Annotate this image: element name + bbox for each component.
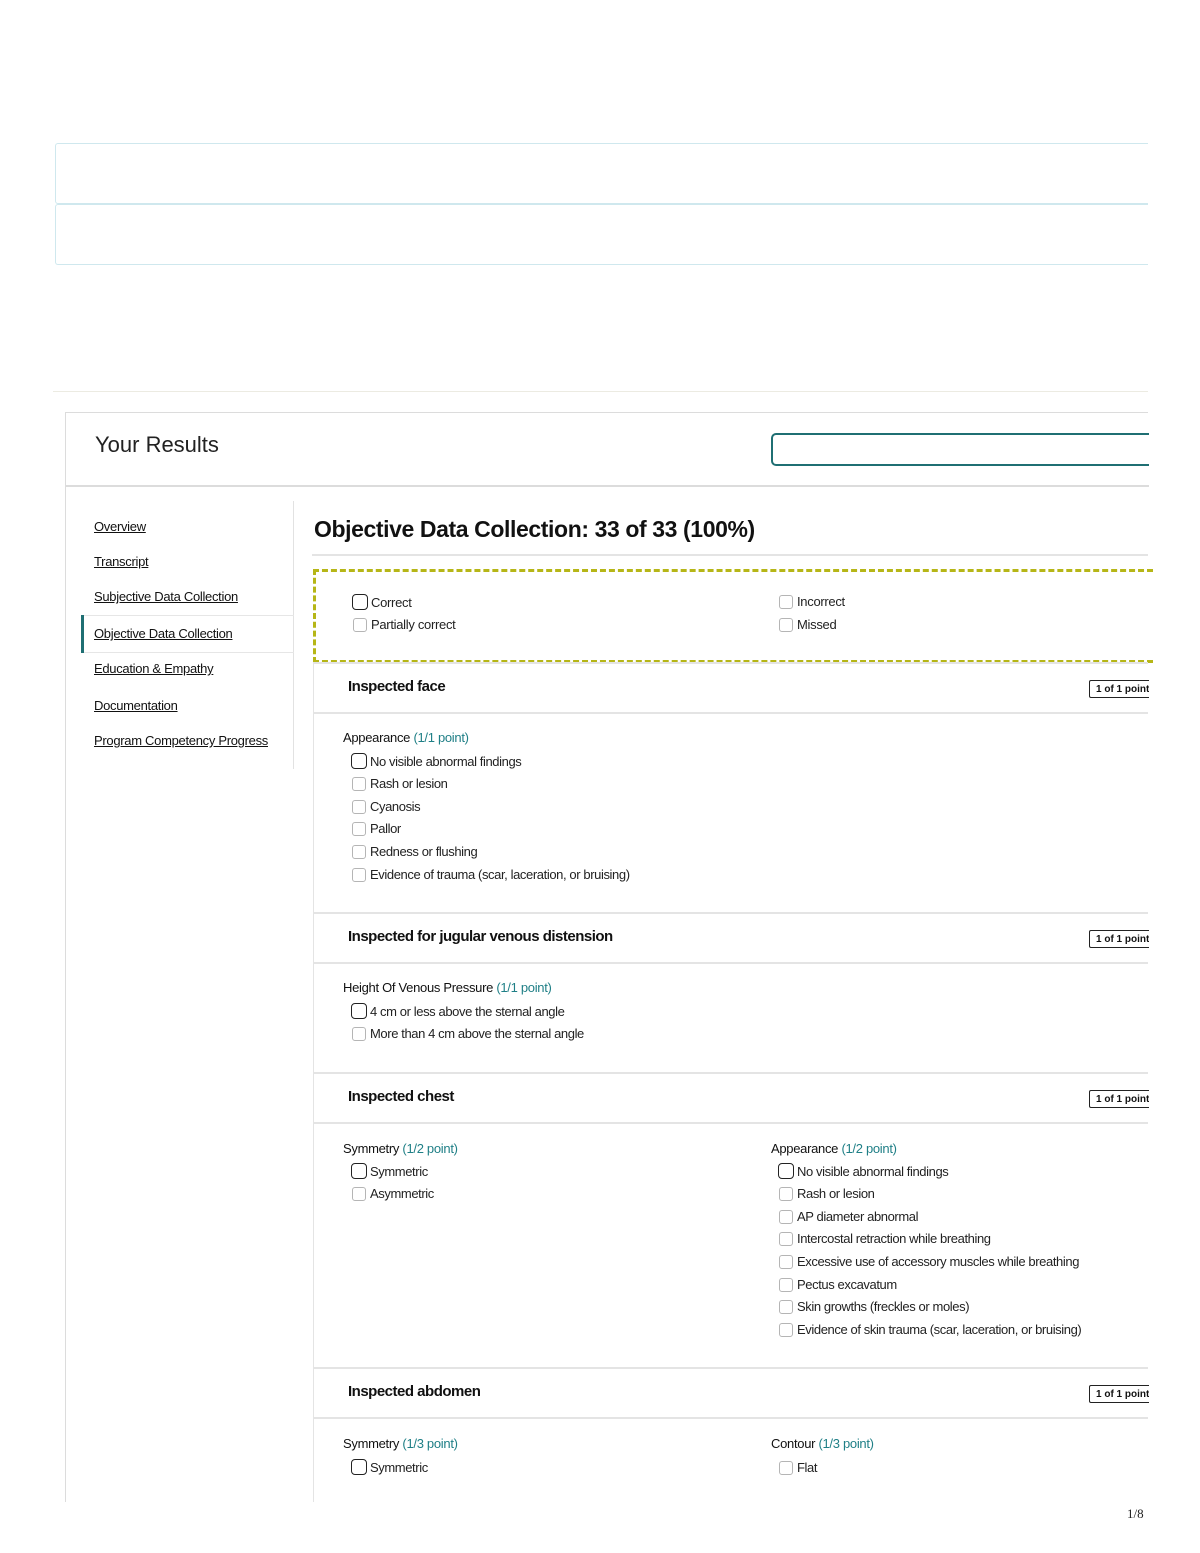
option: [779, 1299, 969, 1314]
option-label: AP diameter abnormal: [797, 1209, 919, 1224]
option-label: Intercostal retraction while breathing: [797, 1231, 991, 1246]
checkbox-empty-icon: [779, 1255, 793, 1269]
group-label-height-venous-pressure: [343, 980, 552, 995]
legend-incorrect-label: Incorrect: [797, 594, 845, 609]
group-points: (1/1 point): [413, 730, 469, 745]
group-label-symmetry: [343, 1141, 458, 1156]
group-points: (1/3 point): [818, 1436, 874, 1451]
group-label-text: Symmetry: [343, 1141, 400, 1156]
checkbox-checked-icon: [351, 753, 367, 769]
group-label-appearance: [343, 730, 469, 745]
option-label: Rash or lesion: [797, 1186, 875, 1201]
nav-item-subjective-data-collection[interactable]: Subjective Data Collection: [94, 589, 238, 604]
section-body-border: [313, 1124, 314, 1368]
option-label: Evidence of skin trauma (scar, laceration, or bruising): [797, 1322, 1082, 1337]
checkbox-empty-icon: [779, 1323, 793, 1337]
section-body-border: [313, 1419, 314, 1502]
option-label: Excessive use of accessory muscles while breathing: [797, 1254, 1080, 1269]
option-label: Symmetric: [370, 1459, 428, 1475]
legend-missed-label: Missed: [797, 617, 837, 632]
group-label-text: Appearance: [343, 730, 411, 745]
option-label: Asymmetric: [370, 1186, 434, 1201]
option: [351, 1163, 428, 1179]
nav-item-education-empathy[interactable]: Education & Empathy: [94, 661, 214, 676]
checkbox-empty-icon: [352, 777, 366, 791]
search-input[interactable]: [771, 433, 1149, 466]
option: [351, 1459, 428, 1475]
checkbox-empty-icon: [352, 800, 366, 814]
option-label: 4 cm or less above the sternal angle: [370, 1003, 565, 1019]
checkbox-empty-icon: [779, 1461, 793, 1475]
checkbox-checked-icon: [351, 1459, 367, 1475]
option: [352, 1186, 434, 1201]
legend-missed: [779, 617, 836, 632]
option-label: Redness or flushing: [370, 844, 478, 859]
checkbox-empty-icon: [352, 1187, 366, 1201]
option-label: Evidence of trauma (scar, laceration, or bruising): [370, 867, 630, 882]
option: [779, 1209, 918, 1224]
option-label: Rash or lesion: [370, 776, 448, 791]
section-title: Inspected for jugular venous distension: [348, 928, 613, 945]
option: [779, 1460, 817, 1475]
checkbox-empty-icon: [779, 1278, 793, 1292]
checkbox-empty-icon: [353, 618, 367, 632]
section-header-abdomen[interactable]: [313, 1367, 1148, 1419]
section-title: Inspected face: [348, 678, 446, 695]
points-badge: 1 of 1 point: [1089, 680, 1149, 698]
option: [779, 1277, 897, 1292]
checkbox-empty-icon: [779, 1187, 793, 1201]
option: [779, 1254, 1079, 1269]
option: [352, 821, 401, 836]
legend: [313, 569, 1153, 663]
points-badge: 1 of 1 point: [1089, 1385, 1149, 1403]
checkbox-checked-icon: [351, 1003, 367, 1019]
option: [779, 1231, 991, 1246]
group-points: (1/3 point): [402, 1436, 458, 1451]
checkbox-empty-icon: [779, 595, 793, 609]
checkbox-empty-icon: [352, 845, 366, 859]
nav-item-transcript[interactable]: Transcript: [94, 554, 149, 569]
sidebar-nav: [66, 501, 294, 769]
option-label: Flat: [797, 1460, 818, 1475]
group-label-contour: [771, 1436, 874, 1451]
group-label-text: Symmetry: [343, 1436, 400, 1451]
section-body-border: [313, 714, 314, 912]
section-header-face[interactable]: [313, 662, 1148, 714]
legend-partial: [353, 617, 455, 632]
section-body-border: [313, 964, 314, 1072]
title-divider: [312, 554, 1148, 556]
checkbox-empty-icon: [779, 1210, 793, 1224]
checkbox-checked-icon: [351, 1163, 367, 1179]
section-title: Inspected chest: [348, 1088, 454, 1105]
points-badge: 1 of 1 point: [1089, 1090, 1149, 1108]
group-points: (1/2 point): [841, 1141, 897, 1156]
nav-active-indicator: [81, 615, 84, 653]
group-label-text: Contour: [771, 1436, 816, 1451]
option-label: Cyanosis: [370, 799, 421, 814]
results-title: Your Results: [95, 432, 219, 457]
option-label: No visible abnormal findings: [370, 753, 522, 769]
option: [779, 1322, 1081, 1337]
checkbox-checked-icon: [352, 594, 368, 610]
results-header: [66, 413, 1149, 487]
option: [352, 799, 420, 814]
nav-item-documentation[interactable]: Documentation: [94, 698, 178, 713]
option: [351, 753, 521, 769]
group-label-text: Appearance: [771, 1141, 839, 1156]
option: [779, 1186, 875, 1201]
legend-correct: [352, 594, 412, 610]
option-label: More than 4 cm above the sternal angle: [370, 1026, 584, 1041]
checkbox-empty-icon: [352, 1027, 366, 1041]
top-banner-1: [55, 143, 1148, 204]
nav-item-program-competency-progress[interactable]: Program Competency Progress: [94, 733, 268, 748]
checkbox-empty-icon: [779, 1232, 793, 1246]
checkbox-empty-icon: [779, 1300, 793, 1314]
page-number: 1/8: [1127, 1506, 1144, 1521]
option-label: Pallor: [370, 821, 401, 836]
group-points: (1/2 point): [402, 1141, 458, 1156]
checkbox-empty-icon: [352, 868, 366, 882]
legend-correct-label: Correct: [371, 594, 412, 610]
nav-item-objective-data-collection[interactable]: Objective Data Collection: [94, 626, 233, 641]
option-label: Skin growths (freckles or moles): [797, 1299, 970, 1314]
group-points: (1/1 point): [496, 980, 552, 995]
nav-item-overview[interactable]: Overview: [94, 519, 146, 534]
group-label-appearance: [771, 1141, 897, 1156]
section-title: Inspected abdomen: [348, 1383, 481, 1400]
option: [352, 776, 448, 791]
points-badge: 1 of 1 point: [1089, 930, 1149, 948]
divider: [53, 391, 1148, 392]
option: [352, 844, 477, 859]
checkbox-empty-icon: [779, 618, 793, 632]
group-label-text: Height Of Venous Pressure: [343, 980, 494, 995]
option-label: Symmetric: [370, 1163, 428, 1179]
option: [351, 1003, 564, 1019]
legend-incorrect: [779, 594, 845, 609]
checkbox-checked-icon: [778, 1163, 794, 1179]
group-label-symmetry: [343, 1436, 458, 1451]
option: [352, 867, 630, 882]
page-title: Objective Data Collection: 33 of 33 (100%): [314, 516, 755, 542]
section-header-chest[interactable]: [313, 1072, 1148, 1124]
option-label: Pectus excavatum: [797, 1277, 897, 1292]
top-banner-2: [55, 204, 1148, 265]
option: [778, 1163, 948, 1179]
section-header-jvd[interactable]: [313, 912, 1148, 964]
option: [352, 1026, 584, 1041]
legend-partial-label: Partially correct: [371, 617, 456, 632]
checkbox-empty-icon: [352, 822, 366, 836]
option-label: No visible abnormal findings: [797, 1163, 949, 1179]
